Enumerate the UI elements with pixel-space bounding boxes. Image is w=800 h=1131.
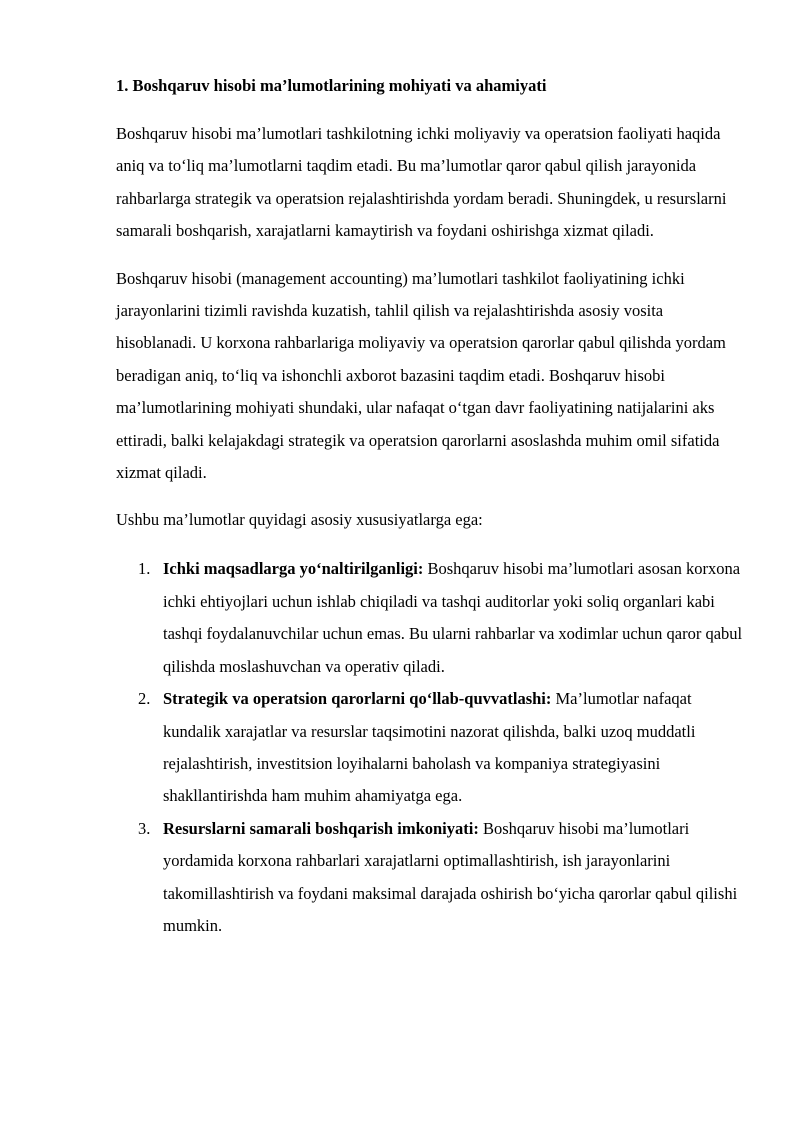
list-item-number: 2. (138, 689, 151, 709)
list-item-title: Resurslarni samarali boshqarish imkoniyati: (163, 818, 479, 838)
section-heading: 1. Boshqaruv hisobi ma’lumotlarining mohiyati va ahamiyati (116, 76, 547, 95)
paragraph-1: Boshqaruv hisobi ma’lumotlari tashkilotning ichki moliyaviy va operatsion faoliyati haqida aniq va to‘liq ma’lumotlarni taqdim etadi. Bu ma’lumotlar qaror qabul qilish jarayonida rahbarlarga strategik va operatsion rejalashtirishda yordam beradi. Shuningdek, u resurslarni samarali boshqarish, xarajatlarni kamaytirish va foydani oshirishga xizmat qiladi. (116, 124, 727, 241)
paragraph-2: Boshqaruv hisobi (management accounting) ma’lumotlari tashkilot faoliyatining ichki jarayonlarini tizimli ravishda kuzatish, tahlil qilish va rejalashtirishda asosiy vosita hisoblanadi. U korxona rahbarlariga moliyaviy va operatsion qarorlar qabul qilishda yordam beradigan aniq, to‘liq va ishonchli axborot bazasini taqdim etadi. Boshqaruv hisobi ma’lumotlarining mohiyati shundaki, ular nafaqat o‘tgan davr faoliyatining natijalarini aks ettiradi, balki kelajakdagi strategik va operatsion qarorlarni asoslashda muhim omil sifatida xizmat qiladi. (116, 268, 726, 483)
list-item-title: Strategik va operatsion qarorlarni qo‘llab-quvvatlashi: (163, 689, 552, 709)
document-page (116, 73, 744, 942)
list-item-number: 1. (138, 559, 151, 579)
features-list (116, 553, 744, 942)
list-item (116, 553, 744, 683)
list-item-text: Boshqaruv hisobi ma’lumotlari yordamida korxona rahbarlari xarajatlarni optimallashtirish, ish jarayonlarini takomillashtirish va foydani maksimal darajada oshirish bo‘yicha qarorlar qabul qilishi mumkin. (163, 818, 738, 935)
list-item-text: Ma’lumotlar nafaqat kundalik xarajatlar va resurslar taqsimotini nazorat qilishda, balki uzoq muddatli rejalashtirish, investitsion loyihalarni baholash va kompaniya strategiyasini shakllantirishda ham muhim ahamiyatga ega. (163, 689, 696, 806)
list-item (116, 813, 744, 943)
list-item-title: Ichki maqsadlarga yo‘naltirilganligi: (163, 559, 424, 579)
list-item-number: 3. (138, 818, 151, 838)
list-item-text: Boshqaruv hisobi ma’lumotlari asosan korxona ichki ehtiyojlari uchun ishlab chiqiladi va tashqi auditorlar yoki soliq organlari kabi tashqi foydalanuvchilar uchun emas. Bu ularni rahbarlar va xodimlar uchun qaror qabul qilishda moslashuvchan va operativ qiladi. (163, 559, 743, 676)
list-intro: Ushbu ma’lumotlar quyidagi asosiy xususiyatlarga ega: (116, 510, 483, 530)
list-item (116, 683, 744, 813)
